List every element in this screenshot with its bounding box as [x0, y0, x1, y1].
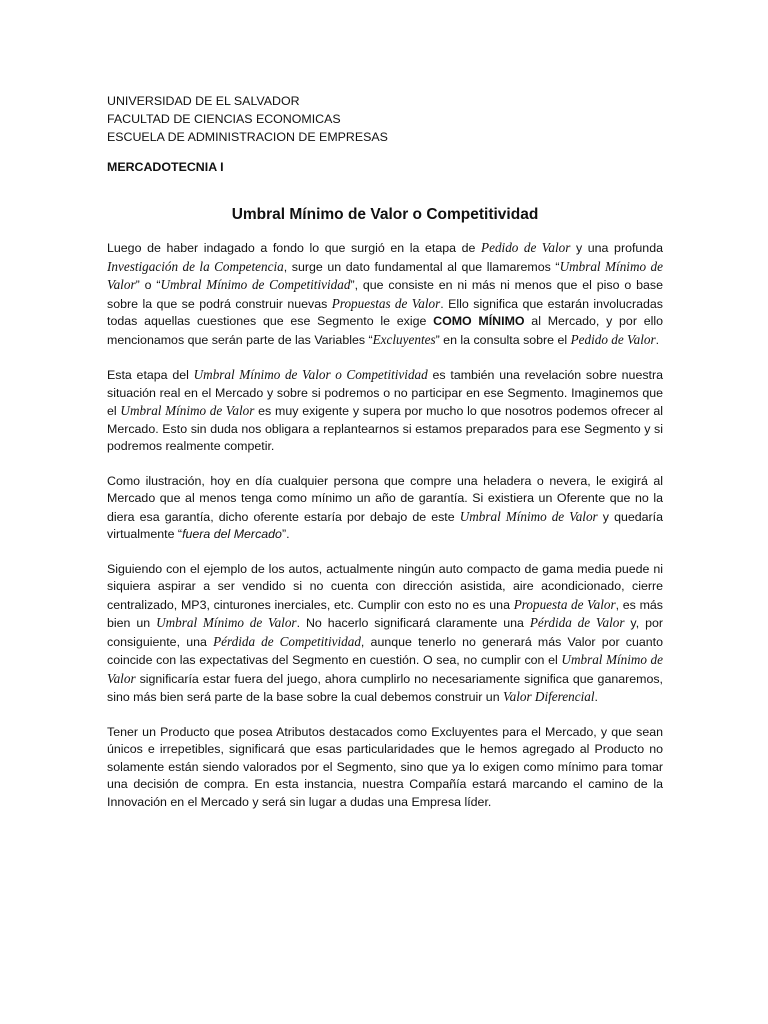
- term-umbral-minimo-valor-3: Umbral Mínimo de Valor: [459, 508, 598, 524]
- paragraph-4: Siguiendo con el ejemplo de los autos, actualmente ningún auto compacto de gama media puede ni siquiera aspirar a ser vendido si no cuenta con dirección asistida, aire acondicionado, cierre centralizado, MP3, cinturones inerciales, etc. Cumplir con esto no es una Propuesta de Valor, es más bien un Umbral Mínimo de Valor. No hacerlo significará claramente una Pérdida de Valor y, por consiguiente, una Pérdida de Competitividad, aunque tenerlo no generará más Valor por cuanto coincide con las expectativas del Segmento en cuestión. O sea, no cumplir con el Umbral Mínimo de Valor significaría estar fuera del juego, ahora cumplirlo no necesariamente significa que ganaremos, sino más bien será parte de la base sobre la cual debemos construir un Valor Diferencial.: [107, 561, 663, 704]
- document-title: Umbral Mínimo de Valor o Competitividad: [231, 206, 539, 223]
- paragraph-1: Luego de haber indagado a fondo lo que surgió en la etapa de Pedido de Valor y una profunda Investigación de la Competencia, surge un dato fundamental al que llamaremos “Umbral Mínimo de Valor” o “Umbral Mínimo de Competitividad”, que consiste en ni más ni menos que el piso o base sobre la que se podrá construir nuevas Propuestas de Valor. Ello significa que estarán involucradas todas aquellas cuestiones que ese Segmento le exige COMO MÍNIMO al Mercado, y por ello mencionamos que serán parte de las Variables “Excluyentes” en la consulta sobre el Pedido de Valor.: [107, 240, 663, 347]
- term-fuera-del-mercado: fuera del Mercado: [182, 527, 282, 541]
- term-umbral-minimo-competitividad: Umbral Mínimo de Competitividad: [160, 277, 351, 292]
- faculty-name: FACULTAD DE CIENCIAS ECONOMICAS: [107, 112, 341, 126]
- paragraph-5: Tener un Producto que posea Atributos destacados como Excluyentes para el Mercado, y que sean únicos e irrepetibles, significará que esas particularidades que le hemos agregado al Producto no solamente están siendo valorados por el Segmento, sino que ya lo exigen como mínimo para tomar una decisión de compra. En esta instancia, nuestra Compañía estará marcando el camino de la Innovación en el Mercado y será sin lugar a dudas una Empresa líder.: [107, 724, 663, 809]
- term-umbral-minimo-valor-5: Umbral Mínimo de Valor: [107, 652, 663, 686]
- term-umbral-minimo-valor-2: Umbral Mínimo de Valor: [120, 403, 255, 418]
- paragraph-3: Como ilustración, hoy en día cualquier persona que compre una heladera o nevera, le exigirá al Mercado que al menos tenga como mínimo un año de garantía. Si existiera un Oferente que no la diera esa garantía, dicho oferente estaría por debajo de este Umbral Mínimo de Valor y quedaría virtualmente “fuera del Mercado”.: [107, 473, 663, 541]
- university-name: UNIVERSIDAD DE EL SALVADOR: [107, 94, 300, 108]
- term-umbral-valor-competitividad: Umbral Mínimo de Valor o Competitividad: [193, 367, 428, 382]
- term-umbral-minimo-valor-4: Umbral Mínimo de Valor: [156, 615, 297, 630]
- term-umbral-minimo-valor: Umbral Mínimo de Valor: [107, 258, 663, 292]
- term-excluyentes: Excluyentes: [372, 331, 436, 347]
- term-perdida-de-valor: Pérdida de Valor: [529, 615, 625, 630]
- term-pedido-de-valor: Pedido de Valor: [481, 240, 571, 255]
- term-perdida-de-competitividad: Pérdida de Competitividad: [213, 633, 361, 649]
- course-name: MERCADOTECNIA I: [107, 160, 224, 174]
- term-propuestas-de-valor: Propuestas de Valor: [331, 295, 441, 311]
- term-investigacion-competencia: Investigación de la Competencia: [107, 258, 284, 274]
- school-name: ESCUELA DE ADMINISTRACION DE EMPRESAS: [107, 130, 388, 144]
- emphasis-como-minimo: COMO MÍNIMO: [433, 314, 525, 328]
- term-propuesta-de-valor: Propuesta de Valor: [513, 596, 616, 612]
- document-page: [107, 92, 663, 811]
- paragraph-2: Esta etapa del Umbral Mínimo de Valor o Competitividad es también una revelación sobre nuestra situación real en el Mercado y sobre si podremos o no participar en ese Segmento. Imaginemos que el Umbral Mínimo de Valor es muy exigente y supera por mucho lo que nosotros podemos ofrecer al Mercado. Esto sin duda nos obligara a replantearnos si estamos preparados para ese Segmento y si podremos realmente competir.: [107, 367, 663, 453]
- term-valor-diferencial: Valor Diferencial: [503, 689, 595, 704]
- term-pedido-de-valor-2: Pedido de Valor: [570, 331, 656, 347]
